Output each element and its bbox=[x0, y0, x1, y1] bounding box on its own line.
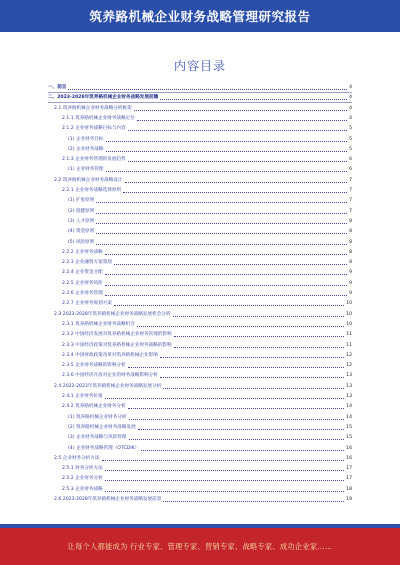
toc-entry[interactable] bbox=[54, 103, 352, 112]
toc-entry-label: (3) 企业财务战略与风险管理 bbox=[68, 435, 127, 441]
toc-entry-page: 6 bbox=[349, 167, 352, 173]
toc-entry[interactable] bbox=[62, 278, 352, 287]
toc-entry[interactable] bbox=[68, 422, 352, 431]
toc-entry[interactable] bbox=[68, 195, 352, 204]
toc-entry-label: 2.1.3 企业财务管理的发展趋势 bbox=[62, 157, 126, 163]
toc-entry-label: 2.5 企业财务分析方法 bbox=[54, 455, 100, 461]
toc-entry[interactable] bbox=[62, 319, 352, 328]
toc-entry-label: 2.3 2023-2028年筑养路机械企业财务战略发展机会分析 bbox=[54, 311, 171, 317]
toc-entry[interactable] bbox=[62, 401, 352, 410]
toc-leader-dots bbox=[134, 110, 347, 111]
toc-entry-page: 5 bbox=[349, 136, 352, 142]
toc-entry-label: 2.2.4 企业资金分配 bbox=[62, 270, 103, 276]
toc-entry[interactable] bbox=[62, 288, 352, 297]
toc-entry-label: (2) 企业财务战略 bbox=[68, 146, 104, 152]
toc-entry[interactable] bbox=[68, 164, 352, 173]
toc-entry-page: 10 bbox=[346, 321, 352, 327]
toc-entry-label: 2.6 2023-2028年筑养路机械企业财务战略发展前景 bbox=[54, 497, 162, 502]
toc-entry-label: 2.4 2022-2023年筑养路机械企业财务战略发展分析 bbox=[54, 383, 162, 389]
toc-entry[interactable] bbox=[62, 267, 352, 276]
toc-leader-dots bbox=[160, 377, 344, 378]
toc-entry-label: 2.2 筑养路机械企业财务战略设计 bbox=[54, 177, 123, 183]
toc-leader-dots bbox=[141, 450, 344, 451]
toc-entry-page: 15 bbox=[346, 424, 352, 430]
toc-entry[interactable] bbox=[62, 298, 352, 307]
toc-entry-page: 8 bbox=[349, 239, 352, 245]
toc-entry[interactable] bbox=[48, 92, 352, 101]
report-footer bbox=[0, 528, 400, 565]
toc-leader-dots bbox=[125, 182, 348, 183]
toc-entry[interactable] bbox=[62, 370, 352, 379]
toc-entry-page: 10 bbox=[346, 301, 352, 307]
toc-entry-label: 2.3.2 中国经济发展对筑养路机械企业财务管理的影响 bbox=[62, 332, 172, 338]
toc-entry-page: 5 bbox=[349, 126, 352, 132]
toc-entry-label: 2.1.1 筑养路机械企业财务战略定位 bbox=[62, 115, 135, 121]
toc-leader-dots bbox=[163, 388, 344, 389]
toc-entry[interactable] bbox=[62, 340, 352, 349]
toc-entry-page: 10 bbox=[346, 311, 352, 317]
toc-leader-dots bbox=[128, 367, 344, 368]
toc-entry-label: 2.2.3 企业融资方案策划 bbox=[62, 260, 112, 266]
toc-entry[interactable] bbox=[54, 175, 352, 184]
toc-entry-page: 7 bbox=[349, 198, 352, 204]
toc-entry-label: 2.3.6 中国经济开放对企业的财务战略影响分析 bbox=[62, 373, 158, 379]
toc-leader-dots bbox=[114, 305, 344, 306]
toc-entry-page: 12 bbox=[346, 363, 352, 369]
toc-entry-label: 2.1.2 企业财务战略目标与内容 bbox=[62, 126, 126, 132]
toc-entry[interactable] bbox=[48, 82, 352, 91]
toc-leader-dots bbox=[105, 254, 347, 255]
toc-entry-page: 8 bbox=[349, 249, 352, 255]
toc-entry-page: 18 bbox=[346, 486, 352, 492]
toc-entry-label: 2.3.4 中国财政政策改革对筑养路机械企业影响 bbox=[62, 352, 158, 358]
toc-leader-dots bbox=[128, 161, 347, 162]
toc-leader-dots bbox=[174, 347, 345, 348]
toc-entry-label: (3) 人才原则 bbox=[68, 218, 95, 224]
toc-leader-dots bbox=[68, 89, 347, 90]
toc-entry-page: 9 bbox=[349, 270, 352, 276]
toc-leader-dots bbox=[123, 192, 347, 193]
toc-entry[interactable] bbox=[62, 247, 352, 256]
toc-entry[interactable] bbox=[68, 226, 352, 235]
toc-entry[interactable] bbox=[62, 360, 352, 369]
report-header bbox=[0, 0, 400, 32]
toc-leader-dots bbox=[128, 130, 347, 131]
footer-slogan: 让每个人都能成为 行业专家、管理专家、营销专家、战略专家、成功企业家…… bbox=[67, 541, 333, 551]
toc-leader-dots bbox=[163, 501, 344, 502]
toc-entry-label: 2.2.5 企业财务风险 bbox=[62, 280, 103, 286]
toc-entry-label: 2.3.3 中国经济政策对筑养路机械企业财务战略的影响 bbox=[62, 342, 172, 348]
toc-entry[interactable] bbox=[62, 484, 352, 493]
toc-entry[interactable] bbox=[62, 329, 352, 338]
toc-entry-page: 7 bbox=[349, 208, 352, 214]
toc-leader-dots bbox=[173, 316, 345, 317]
toc-entry-page: 8 bbox=[349, 260, 352, 266]
toc-entry[interactable] bbox=[54, 494, 352, 503]
toc-leader-dots bbox=[138, 429, 344, 430]
toc-leader-dots bbox=[96, 213, 347, 214]
toc-leader-dots bbox=[105, 295, 347, 296]
toc-entry[interactable] bbox=[62, 113, 352, 122]
toc-entry[interactable] bbox=[68, 206, 352, 215]
report-title: 筑养路机械企业财务战略管理研究报告 bbox=[89, 9, 311, 24]
toc-entry-label: 2.5.3 企业财务战略 bbox=[62, 486, 103, 492]
toc-entry-label: (4) 企业财务战略管理（OTCDIK） bbox=[68, 445, 140, 451]
toc-entry-page: 8 bbox=[349, 229, 352, 235]
toc-entry-page: 14 bbox=[346, 414, 352, 420]
toc-entry-label: 2.2.2 企业财务战略 bbox=[62, 249, 103, 255]
toc-entry-page: 11 bbox=[346, 342, 352, 348]
toc-entry-label: 2.2.1 企业财务战略选择原则 bbox=[62, 188, 122, 193]
toc-entry-page: 9 bbox=[349, 291, 352, 296]
toc-entry-page: 15 bbox=[346, 435, 352, 441]
toc-entry[interactable] bbox=[54, 381, 352, 390]
toc-leader-dots bbox=[137, 120, 347, 121]
table-of-contents bbox=[48, 82, 352, 508]
toc-leader-dots bbox=[106, 141, 348, 142]
toc-entry-page: 7 bbox=[349, 177, 352, 183]
toc-entry[interactable] bbox=[54, 453, 352, 462]
toc-leader-dots bbox=[102, 460, 345, 461]
toc-entry-page: 13 bbox=[346, 373, 352, 379]
toc-entry-label: 2.4.2 筑养路机械企业财务分析 bbox=[62, 404, 126, 410]
toc-entry[interactable] bbox=[68, 216, 352, 225]
toc-entry-label: (1) 企业财务目标 bbox=[68, 136, 104, 142]
toc-entry-page: 6 bbox=[349, 157, 352, 163]
toc-entry[interactable] bbox=[68, 237, 352, 246]
toc-leader-dots bbox=[105, 470, 344, 471]
toc-entry-label: (1) 企业财务管理 bbox=[68, 167, 104, 173]
toc-leader-dots bbox=[106, 171, 348, 172]
toc-entry-page: 16 bbox=[346, 455, 352, 461]
toc-entry[interactable] bbox=[68, 432, 352, 441]
toc-entry[interactable] bbox=[62, 154, 352, 163]
toc-leader-dots bbox=[129, 419, 345, 420]
toc-entry-page: 19 bbox=[346, 497, 352, 502]
toc-leader-dots bbox=[105, 480, 344, 481]
toc-entry-page: 11 bbox=[346, 332, 352, 338]
toc-entry-page: 14 bbox=[346, 404, 352, 410]
toc-leader-dots bbox=[96, 202, 347, 203]
toc-leader-dots bbox=[105, 398, 344, 399]
toc-entry[interactable] bbox=[68, 412, 352, 421]
toc-entry-label: 一、前言 bbox=[48, 85, 67, 90]
toc-entry-page: 13 bbox=[346, 383, 352, 389]
toc-entry-label: (1) 扩张原则 bbox=[68, 198, 95, 204]
toc-leader-dots bbox=[129, 439, 345, 440]
toc-entry-page: 12 bbox=[346, 352, 352, 358]
toc-entry-label: (5) 风险原则 bbox=[68, 239, 95, 245]
toc-leader-dots bbox=[160, 99, 347, 100]
toc-entry-label: 2.5.1 财务分析方法 bbox=[62, 466, 103, 472]
toc-entry-page: 9 bbox=[349, 280, 352, 286]
toc-entry-label: (2) 稳健原则 bbox=[68, 208, 95, 214]
toc-entry-label: 2.4.1 企业财务价值 bbox=[62, 394, 103, 399]
toc-entry-page: 5 bbox=[349, 146, 352, 152]
toc-leader-dots bbox=[128, 408, 344, 409]
toc-entry[interactable] bbox=[62, 123, 352, 132]
toc-entry[interactable] bbox=[62, 473, 352, 482]
toc-entry-page: 4 bbox=[349, 95, 352, 101]
toc-leader-dots bbox=[96, 233, 347, 234]
toc-entry[interactable] bbox=[62, 350, 352, 359]
toc-entry-page: 17 bbox=[346, 466, 352, 472]
toc-entry-page: 17 bbox=[346, 476, 352, 482]
toc-entry-label: (2) 筑养路机械企业财务战略发展 bbox=[68, 424, 136, 430]
toc-entry[interactable] bbox=[62, 185, 352, 194]
toc-entry-label: 2.2.6 企业财务管理 bbox=[62, 291, 103, 296]
toc-entry-page: 4 bbox=[349, 105, 352, 111]
toc-leader-dots bbox=[106, 151, 348, 152]
toc-entry[interactable] bbox=[68, 144, 352, 153]
toc-entry-page: 16 bbox=[346, 445, 352, 451]
toc-entry[interactable] bbox=[62, 463, 352, 472]
toc-entry[interactable] bbox=[68, 443, 352, 452]
toc-entry-label: 2.2.7 企业财务规划方案 bbox=[62, 301, 112, 307]
toc-entry[interactable] bbox=[68, 134, 352, 143]
toc-leader-dots bbox=[174, 336, 345, 337]
toc-entry[interactable] bbox=[62, 257, 352, 266]
toc-entry-label: 2.3.1 筑养路机械企业财务战略机会 bbox=[62, 321, 135, 327]
toc-leader-dots bbox=[96, 223, 347, 224]
toc-entry-label: (1) 筑养路机械企业财务分析 bbox=[68, 414, 127, 420]
toc-leader-dots bbox=[105, 285, 347, 286]
toc-entry-page: 8 bbox=[349, 218, 352, 224]
toc-leader-dots bbox=[96, 244, 347, 245]
toc-entry-page: 13 bbox=[346, 394, 352, 399]
toc-entry-label: 二、2023-2028年筑养路机械企业财务战略发展前瞻 bbox=[48, 95, 159, 101]
toc-entry-label: 2.1 筑养路机械企业财务战略分析框架 bbox=[54, 105, 132, 111]
toc-leader-dots bbox=[105, 491, 344, 492]
toc-entry-page: 4 bbox=[349, 115, 352, 121]
toc-leader-dots bbox=[105, 274, 347, 275]
toc-leader-dots bbox=[114, 264, 347, 265]
toc-entry[interactable] bbox=[62, 391, 352, 400]
toc-entry-label: 2.3.5 企业财务战略的影响分析 bbox=[62, 363, 126, 369]
toc-entry[interactable] bbox=[54, 309, 352, 318]
toc-entry-page: 4 bbox=[349, 85, 352, 90]
toc-leader-dots bbox=[160, 357, 344, 358]
toc-leader-dots bbox=[137, 326, 344, 327]
toc-entry-label: 2.5.2 企业财务分析 bbox=[62, 476, 103, 482]
toc-entry-page: 7 bbox=[349, 188, 352, 193]
toc-heading: 内容目录 bbox=[173, 59, 226, 73]
toc-entry-label: (4) 资金原则 bbox=[68, 229, 95, 235]
